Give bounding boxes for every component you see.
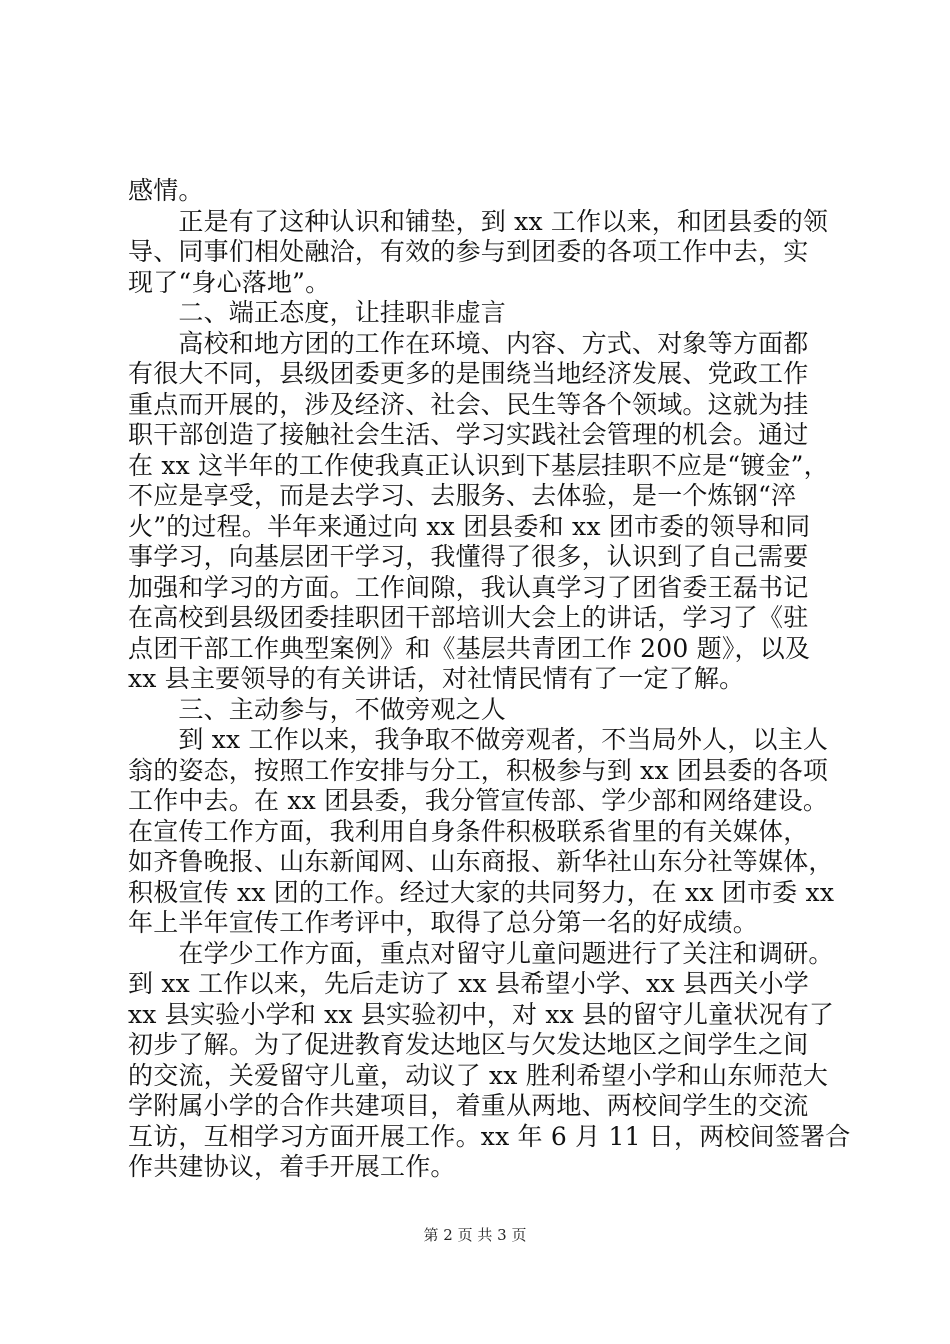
text-line: 在高校到县级团委挂职团干部培训大会上的讲话，学习了《驻 xyxy=(128,603,809,632)
text-line: 作共建协议，着手开展工作。 xyxy=(128,1152,456,1181)
text-line: 点团干部工作典型案例》和《基层共青团工作 200 题》，以及 xyxy=(128,633,811,663)
text-line: 到 xx 工作以来，我争取不做旁观者，不当局外人，以主人 xyxy=(128,725,829,754)
text-line: 有很大不同，县级团委更多的是围绕当地经济发展、党政工作 xyxy=(128,359,809,388)
text-line: 加强和学习的方面。工作间隙，我认真学习了团省委王磊书记 xyxy=(128,572,809,602)
text-line: 事学习，向基层团干学习，我懂得了很多，认识到了自己需要 xyxy=(128,542,809,571)
text-line: 积极宣传 xx 团的工作。经过大家的共同努力，在 xx 团市委 xx xyxy=(128,877,835,907)
text-line: 正是有了这种认识和铺垫，到 xx 工作以来，和团县委的领 xyxy=(128,206,829,236)
text-line: 到 xx 工作以来，先后走访了 xx 县希望小学、xx 县西关小学 xyxy=(128,969,809,998)
text-line: 如齐鲁晚报、山东新闻网、山东商报、新华社山东分社等媒体， xyxy=(128,847,834,876)
text-line: 在 xx 这半年的工作使我真正认识到下基层挂职不应是“镀金”， xyxy=(128,450,829,480)
text-line: 互访，互相学习方面开展工作。xx 年 6 月 11 日，两校间签署合 xyxy=(128,1121,851,1151)
text-line: 不应是享受，而是去学习、去服务、去体验，是一个炼钢“淬 xyxy=(128,481,797,510)
text-line: 在学少工作方面，重点对留守儿童问题进行了关注和调研。 xyxy=(128,938,834,968)
text-line: 工作中去。在 xx 团县委，我分管宣传部、学少部和网络建设。 xyxy=(128,786,829,815)
page-footer: 第 2 页 共 3 页 xyxy=(423,1226,527,1244)
text-line: 现了“身心落地”。 xyxy=(128,267,331,297)
text-line: 翁的姿态，按照工作安排与分工，积极参与到 xx 团县委的各项 xyxy=(128,755,829,785)
text-line: xx 县实验小学和 xx 县实验初中，对 xx 县的留守儿童状况有了 xyxy=(128,999,835,1029)
text-line: 年上半年宣传工作考评中，取得了总分第一名的好成绩。 xyxy=(128,908,759,937)
text-line: 学附属小学的合作共建项目，着重从两地、两校间学生的交流 xyxy=(128,1091,809,1120)
text-line: 重点而开展的，涉及经济、社会、民生等各个领域。这就为挂 xyxy=(128,389,809,419)
text-line: 三、主动参与，不做旁观之人 xyxy=(128,694,507,724)
text-line: 导、同事们相处融洽，有效的参与到团委的各项工作中去，实 xyxy=(128,237,809,266)
text-line: 职干部创造了接触社会生活、学习实践社会管理的机会。通过 xyxy=(128,420,809,449)
text-line: xx 县主要领导的有关讲话，对社情民情有了一定了解。 xyxy=(128,664,745,693)
document-body xyxy=(128,176,851,1183)
text-line: 初步了解。为了促进教育发达地区与欠发达地区之间学生之间 xyxy=(128,1030,809,1059)
text-line: 感情。 xyxy=(128,176,204,205)
text-line: 在宣传工作方面，我利用自身条件积极联系省里的有关媒体， xyxy=(128,816,809,846)
text-line: 的交流，关爱留守儿童，动议了 xx 胜利希望小学和山东师范大 xyxy=(128,1060,829,1090)
text-line: 二、端正态度，让挂职非虚言 xyxy=(128,298,507,327)
text-line: 高校和地方团的工作在环境、内容、方式、对象等方面都 xyxy=(128,328,809,358)
text-line: 火”的过程。半年来通过向 xx 团县委和 xx 团市委的领导和同 xyxy=(128,511,811,541)
